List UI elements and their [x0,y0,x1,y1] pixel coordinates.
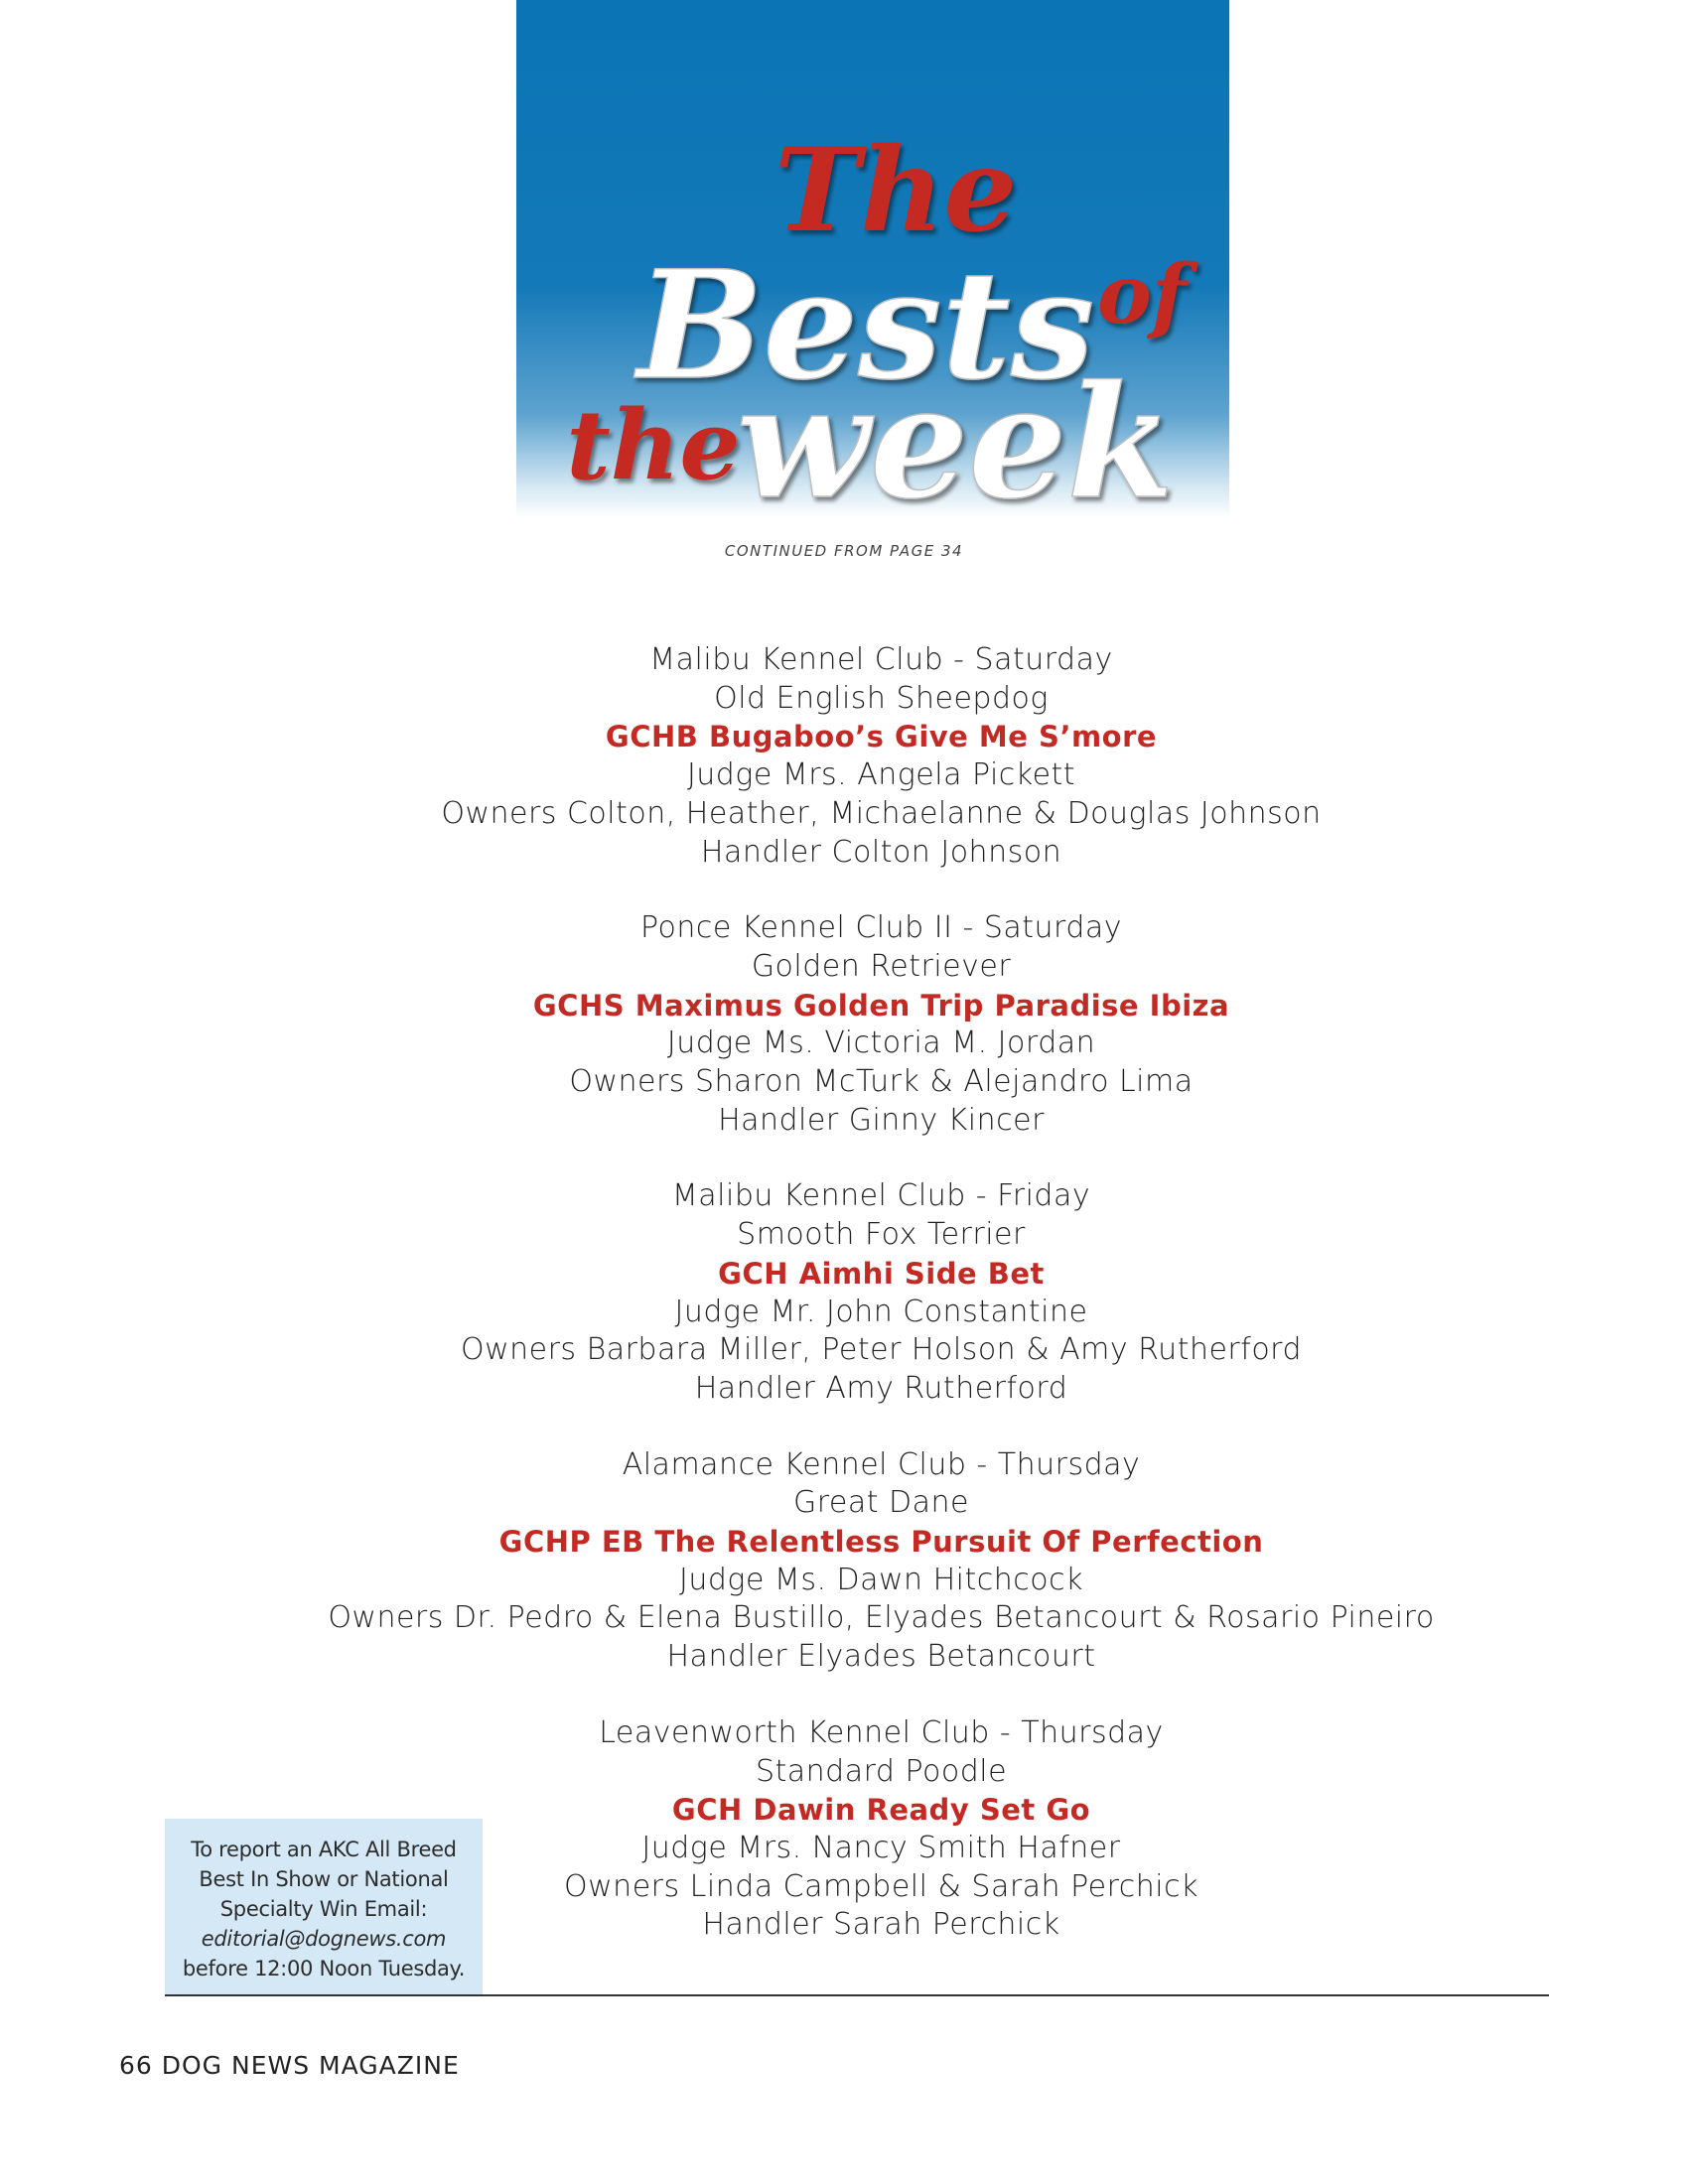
title-of: of [1097,247,1187,342]
judge: Judge Mr. John Constantine [674,1294,1088,1329]
continued-note: CONTINUED FROM PAGE 34 [724,542,964,560]
club-name: Leavenworth Kennel Club - Thursday [599,1714,1164,1750]
title-artwork [516,0,1229,518]
club-name: Ponce Kennel Club II - Saturday [639,910,1123,946]
footer-divider [165,1994,1549,1996]
judge: Judge Ms. Dawn Hitchcock [679,1562,1083,1597]
owners: Owners Dr. Pedro & Elena Bustillo, Elyades Betancourt & Rosario Pineiro [328,1600,1435,1636]
entry [248,641,1514,872]
club-name: Malibu Kennel Club - Saturday [649,642,1113,677]
handler: Handler Elyades Betancourt [666,1639,1096,1675]
handler: Handler Sarah Perchick [702,1907,1060,1943]
breed: Old English Sheepdog [714,680,1049,716]
entries-list [248,641,1514,1982]
breed: Standard Poodle [755,1753,1008,1789]
report-line: before 12:00 Noon Tuesday. [182,1957,466,1980]
dog-name: GCHB Bugaboo’s Give Me S’more [605,720,1158,754]
entry [248,909,1514,1140]
report-line: To report an AKC All Breed [191,1838,457,1861]
title-bests: Bests [636,238,1095,413]
title-week: week [736,351,1175,518]
breed: Great Dane [792,1485,970,1521]
handler: Handler Colton Johnson [700,834,1062,870]
owners: Owners Linda Campbell & Sarah Perchick [564,1868,1198,1904]
judge: Judge Ms. Victoria M. Jordan [666,1025,1096,1061]
breed: Smooth Fox Terrier [737,1217,1026,1253]
title-the-top: The [774,123,1018,258]
dog-name: GCH Aimhi Side Bet [718,1256,1045,1291]
handler: Handler Amy Rutherford [694,1370,1068,1406]
page-footer: 66 DOG NEWS MAGAZINE [119,2051,460,2080]
entry [248,1446,1514,1677]
report-win-box [165,1819,483,1994]
club-name: Malibu Kennel Club - Friday [671,1178,1091,1214]
handler: Handler Ginny Kincer [718,1102,1045,1138]
report-email-link[interactable]: editorial@dognews.com [201,1927,447,1951]
report-line: Best In Show or National [199,1867,449,1891]
owners: Owners Sharon McTurk & Alejandro Lima [569,1064,1194,1100]
entry [248,1177,1514,1408]
judge: Judge Mrs. Nancy Smith Hafner [641,1830,1121,1865]
owners: Owners Barbara Miller, Peter Holson & Amy Rutherford [460,1332,1303,1368]
judge: Judge Mrs. Angela Pickett [686,757,1076,793]
dog-name: GCH Dawin Ready Set Go [671,1793,1091,1828]
dog-name: GCHS Maximus Golden Trip Paradise Ibiza [532,988,1230,1023]
title-the-bottom: the [566,389,741,501]
header-banner [516,0,1229,518]
breed: Golden Retriever [751,948,1012,984]
report-line: Specialty Win Email: [219,1897,428,1921]
owners: Owners Colton, Heather, Michaelanne & Douglas Johnson [441,795,1322,831]
dog-name: GCHP EB The Relentless Pursuit Of Perfection [498,1525,1264,1560]
club-name: Alamance Kennel Club - Thursday [622,1446,1141,1482]
